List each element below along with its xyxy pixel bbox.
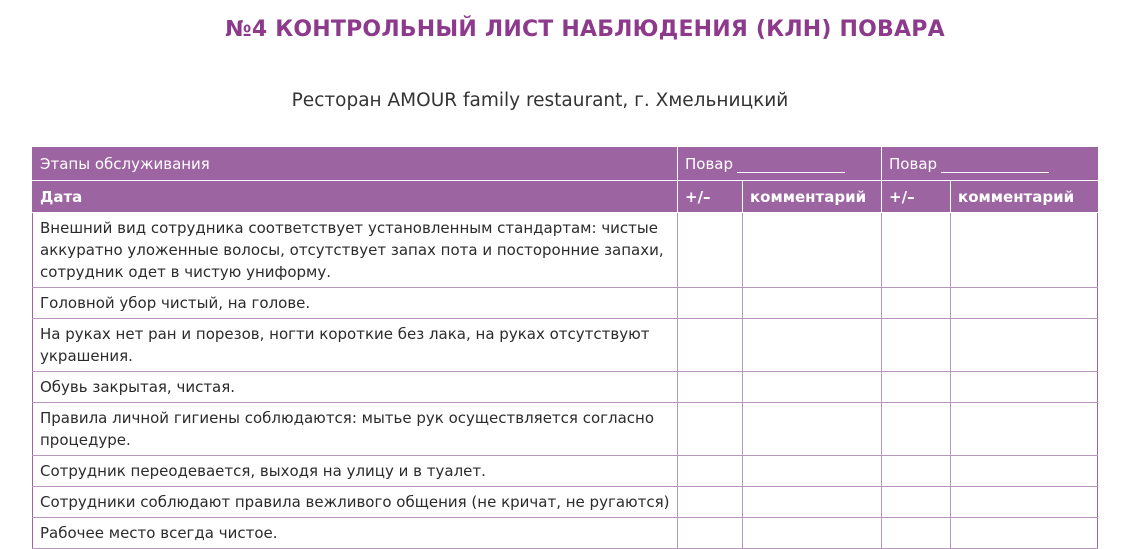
cook2-header <box>882 148 1098 181</box>
cook1-comment-header: комментарий <box>743 181 882 213</box>
cook1-comment-cell[interactable] <box>743 518 882 549</box>
observation-checklist-table <box>32 147 1098 549</box>
table-row <box>33 213 1098 288</box>
cook1-mark-cell[interactable] <box>678 403 743 456</box>
cook2-comment-cell[interactable] <box>951 456 1098 487</box>
criterion-text: Правила личной гигиены соблюдаются: мытье рук осуществляется согласно процедуре. <box>33 403 678 456</box>
cook2-comment-cell[interactable] <box>951 288 1098 319</box>
cook1-mark-cell[interactable] <box>678 213 743 288</box>
cook1-header <box>678 148 882 181</box>
cook1-mark-cell[interactable] <box>678 518 743 549</box>
cook1-comment-cell[interactable] <box>743 403 882 456</box>
cook2-mark-cell[interactable] <box>882 403 951 456</box>
cook1-comment-cell[interactable] <box>743 372 882 403</box>
cook1-comment-cell[interactable] <box>743 456 882 487</box>
stages-header: Этапы обслуживания <box>33 148 678 181</box>
cook2-mark-cell[interactable] <box>882 319 951 372</box>
criterion-text: Внешний вид сотрудника соответствует установленным стандартам: чистые аккуратно уложенные волосы, отсутствует запах пота и посторонние запахи, сотрудник одет в чистую униформу. <box>33 213 678 288</box>
criterion-text: Рабочее место всегда чистое. <box>33 518 678 549</box>
table-row <box>33 487 1098 518</box>
cook2-mark-cell[interactable] <box>882 518 951 549</box>
criterion-text: Головной убор чистый, на голове. <box>33 288 678 319</box>
cook2-mark-cell[interactable] <box>882 288 951 319</box>
header-row-date <box>33 181 1098 213</box>
cook1-mark-cell[interactable] <box>678 288 743 319</box>
cook2-name-line <box>941 172 1049 173</box>
criterion-text: Сотрудники соблюдают правила вежливого общения (не кричат, не ругаются) <box>33 487 678 518</box>
header-row-cooks <box>33 148 1098 181</box>
cook1-comment-cell[interactable] <box>743 213 882 288</box>
cook1-mark-header: +/– <box>678 181 743 213</box>
cook2-comment-header: комментарий <box>951 181 1098 213</box>
cook1-comment-cell[interactable] <box>743 319 882 372</box>
cook2-mark-cell[interactable] <box>882 487 951 518</box>
table-row <box>33 319 1098 372</box>
table-row <box>33 372 1098 403</box>
criterion-text: Сотрудник переодевается, выходя на улицу и в туалет. <box>33 456 678 487</box>
cook1-comment-cell[interactable] <box>743 487 882 518</box>
cook2-mark-cell[interactable] <box>882 213 951 288</box>
cook2-mark-cell[interactable] <box>882 372 951 403</box>
cook1-mark-cell[interactable] <box>678 456 743 487</box>
cook1-mark-cell[interactable] <box>678 319 743 372</box>
cook2-comment-cell[interactable] <box>951 319 1098 372</box>
restaurant-subtitle: Ресторан AMOUR family restaurant, г. Хмельницкий <box>291 90 789 111</box>
table-row <box>33 518 1098 549</box>
table-row <box>33 288 1098 319</box>
cook1-name-line <box>737 172 845 173</box>
date-header: Дата <box>33 181 678 213</box>
page-title: №4 КОНТРОЛЬНЫЙ ЛИСТ НАБЛЮДЕНИЯ (КЛН) ПОВАРА <box>225 17 945 42</box>
cook1-mark-cell[interactable] <box>678 487 743 518</box>
cook2-comment-cell[interactable] <box>951 487 1098 518</box>
cook2-comment-cell[interactable] <box>951 403 1098 456</box>
table-row <box>33 403 1098 456</box>
table-row <box>33 456 1098 487</box>
cook2-comment-cell[interactable] <box>951 372 1098 403</box>
cook2-label: Повар <box>889 155 938 173</box>
cook1-label: Повар <box>685 155 734 173</box>
cook2-comment-cell[interactable] <box>951 213 1098 288</box>
cook2-comment-cell[interactable] <box>951 518 1098 549</box>
cook1-mark-cell[interactable] <box>678 372 743 403</box>
cook2-mark-cell[interactable] <box>882 456 951 487</box>
criterion-text: На руках нет ран и порезов, ногти короткие без лака, на руках отсутствуют украшения. <box>33 319 678 372</box>
cook1-comment-cell[interactable] <box>743 288 882 319</box>
criterion-text: Обувь закрытая, чистая. <box>33 372 678 403</box>
cook2-mark-header: +/– <box>882 181 951 213</box>
